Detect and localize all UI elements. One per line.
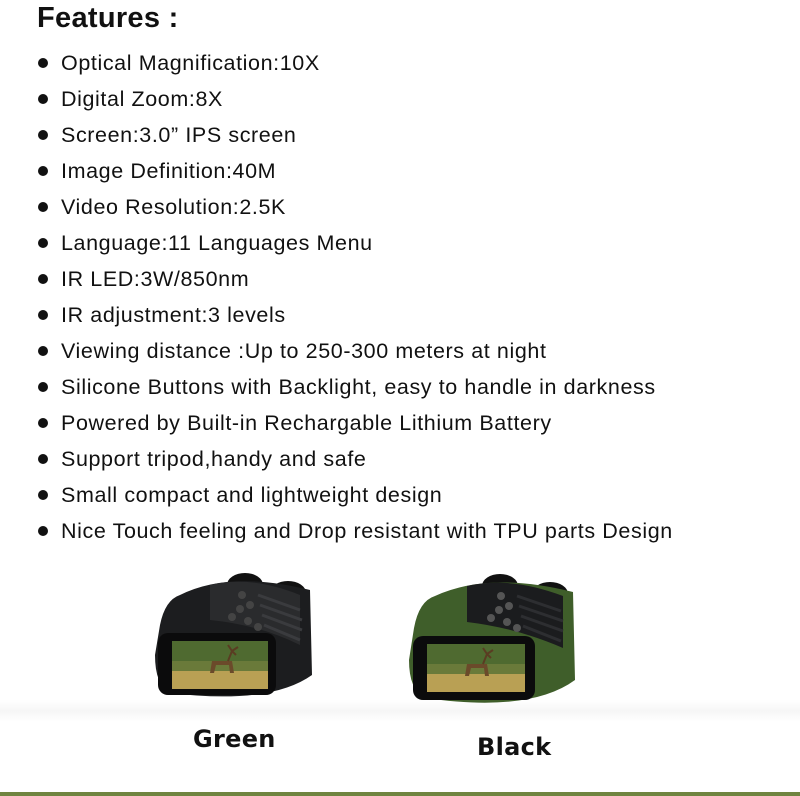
night-vision-binocular-image xyxy=(405,568,585,723)
bullet-icon xyxy=(38,166,48,176)
feature-item xyxy=(38,297,673,333)
feature-text: Optical Magnification:10X xyxy=(61,51,320,75)
feature-text: Powered by Built-in Rechargable Lithium Battery xyxy=(61,411,552,435)
feature-item xyxy=(38,45,673,81)
bullet-icon xyxy=(38,382,48,392)
product-black xyxy=(405,568,585,763)
bullet-icon xyxy=(38,418,48,428)
feature-text: Language:11 Languages Menu xyxy=(61,231,373,255)
feature-item xyxy=(38,261,673,297)
feature-text: Image Definition:40M xyxy=(61,159,277,183)
bottom-divider xyxy=(0,792,800,796)
night-vision-binocular-image xyxy=(150,565,320,715)
feature-item xyxy=(38,477,673,513)
bullet-icon xyxy=(38,274,48,284)
bullet-icon xyxy=(38,238,48,248)
feature-item xyxy=(38,225,673,261)
feature-text: Viewing distance :Up to 250-300 meters at night xyxy=(61,339,547,363)
product-label-black: Black xyxy=(477,733,552,761)
feature-text: Digital Zoom:8X xyxy=(61,87,223,111)
feature-text: Small compact and lightweight design xyxy=(61,483,443,507)
feature-item xyxy=(38,441,673,477)
feature-text: Silicone Buttons with Backlight, easy to handle in darkness xyxy=(61,375,656,399)
features-heading: Features : xyxy=(37,2,179,34)
bullet-icon xyxy=(38,346,48,356)
feature-item xyxy=(38,369,673,405)
product-label-green: Green xyxy=(193,725,276,753)
feature-item xyxy=(38,405,673,441)
feature-text: Nice Touch feeling and Drop resistant with TPU parts Design xyxy=(61,519,673,543)
bullet-icon xyxy=(38,202,48,212)
features-list xyxy=(38,45,673,549)
feature-item xyxy=(38,513,673,549)
feature-text: IR LED:3W/850nm xyxy=(61,267,250,291)
feature-text: Screen:3.0” IPS screen xyxy=(61,123,297,147)
bullet-icon xyxy=(38,130,48,140)
product-shadow xyxy=(0,700,800,722)
feature-item xyxy=(38,81,673,117)
feature-item xyxy=(38,153,673,189)
feature-text: Video Resolution:2.5K xyxy=(61,195,286,219)
product-green xyxy=(150,565,320,755)
feature-text: IR adjustment:3 levels xyxy=(61,303,286,327)
bullet-icon xyxy=(38,94,48,104)
bullet-icon xyxy=(38,310,48,320)
bullet-icon xyxy=(38,490,48,500)
feature-item xyxy=(38,189,673,225)
feature-item xyxy=(38,117,673,153)
bullet-icon xyxy=(38,454,48,464)
bullet-icon xyxy=(38,58,48,68)
feature-text: Support tripod,handy and safe xyxy=(61,447,367,471)
feature-item xyxy=(38,333,673,369)
bullet-icon xyxy=(38,526,48,536)
